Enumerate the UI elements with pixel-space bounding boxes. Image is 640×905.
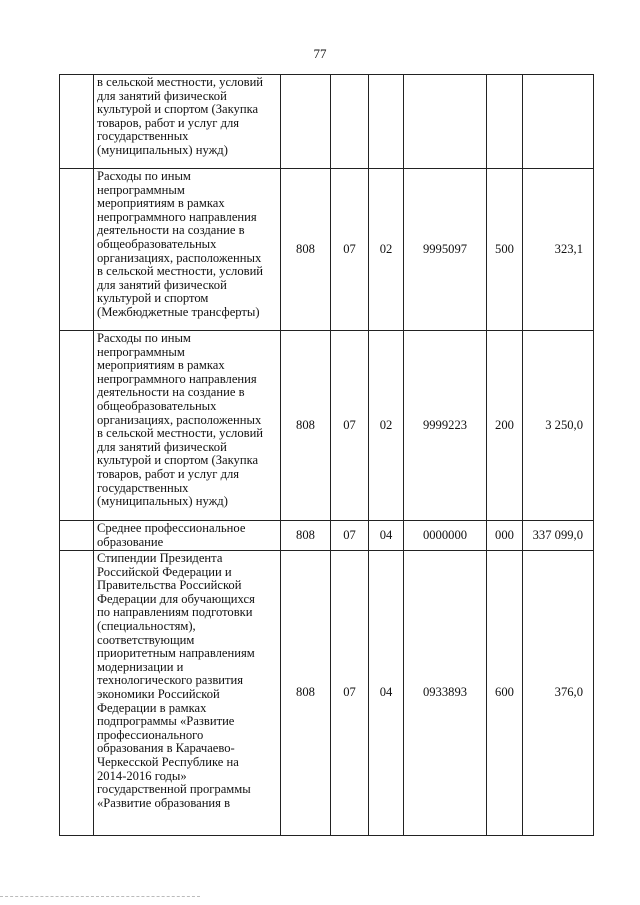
table-row: [60, 551, 594, 836]
amount-cell: 3 250,0: [523, 331, 594, 521]
subsection-cell: 04: [369, 521, 404, 551]
subsection-cell: 02: [369, 331, 404, 521]
row-number-cell: [60, 551, 94, 836]
section-cell: 07: [331, 551, 369, 836]
target-article-cell: [404, 75, 487, 169]
amount-cell: [523, 75, 594, 169]
section-cell: 07: [331, 521, 369, 551]
description-cell: [94, 331, 281, 521]
scan-artifact-line: [0, 896, 200, 899]
subsection-cell: [369, 75, 404, 169]
expense-type-cell: [487, 75, 523, 169]
ministry-cell: 808: [281, 169, 331, 331]
expense-type-cell: 500: [487, 169, 523, 331]
row-number-cell: [60, 169, 94, 331]
description-text: Среднее профессиональное образование: [97, 521, 246, 549]
budget-table: [59, 74, 594, 836]
section-cell: 07: [331, 169, 369, 331]
expense-type-cell: 600: [487, 551, 523, 836]
table-row: [60, 169, 594, 331]
ministry-cell: 808: [281, 551, 331, 836]
table-row: [60, 75, 594, 169]
ministry-cell: 808: [281, 521, 331, 551]
amount-cell: 337 099,0: [523, 521, 594, 551]
ministry-cell: 808: [281, 331, 331, 521]
description-text: в сельской местности, условий для занятий физической культурой и спортом (Закупка товаров, работ и услуг для государственных (муниципальных) нужд): [97, 75, 264, 157]
table-row: [60, 521, 594, 551]
row-number-cell: [60, 75, 94, 169]
target-article-cell: 9995097: [404, 169, 487, 331]
subsection-cell: 02: [369, 169, 404, 331]
description-text: Расходы по иным непрограммным мероприятиям в рамках непрограммного направления деятельности на создание в общеобразовательных организациях, расположенных в сельской местности, условий для занятий физической культурой и спортом (Межбюджетные трансферты): [97, 169, 264, 319]
description-cell: [94, 551, 281, 836]
page-number: 77: [313, 46, 327, 61]
subsection-cell: 04: [369, 551, 404, 836]
description-text: Расходы по иным непрограммным мероприятиям в рамках непрограммного направления деятельности на создание в общеобразовательных организациях, расположенных в сельской местности, условий для занятий физической культурой и спортом (Закупка товаров, работ и услуг для государственных (муниципальных) нужд): [97, 331, 264, 509]
target-article-cell: 0000000: [404, 521, 487, 551]
description-cell: [94, 75, 281, 169]
row-number-cell: [60, 331, 94, 521]
target-article-cell: 9999223: [404, 331, 487, 521]
section-cell: [331, 75, 369, 169]
amount-cell: 323,1: [523, 169, 594, 331]
section-cell: 07: [331, 331, 369, 521]
expense-type-cell: 200: [487, 331, 523, 521]
expense-type-cell: 000: [487, 521, 523, 551]
ministry-cell: [281, 75, 331, 169]
description-text: Стипендии Президента Российской Федерации и Правительства Российской Федерации для обучающихся по направлениям подготовки (специальностям), соответствующим приоритетным направлениям модернизации и технологического развития экономики Российской Федерации в рамках подпрограммы «Развитие профессионального образования в Карачаево- Черкесской Республике на 2014-2016 годы» государственной программы «Развитие образования в: [97, 551, 255, 810]
target-article-cell: 0933893: [404, 551, 487, 836]
description-cell: [94, 521, 281, 551]
description-cell: [94, 169, 281, 331]
row-number-cell: [60, 521, 94, 551]
amount-cell: 376,0: [523, 551, 594, 836]
table-row: [60, 331, 594, 521]
